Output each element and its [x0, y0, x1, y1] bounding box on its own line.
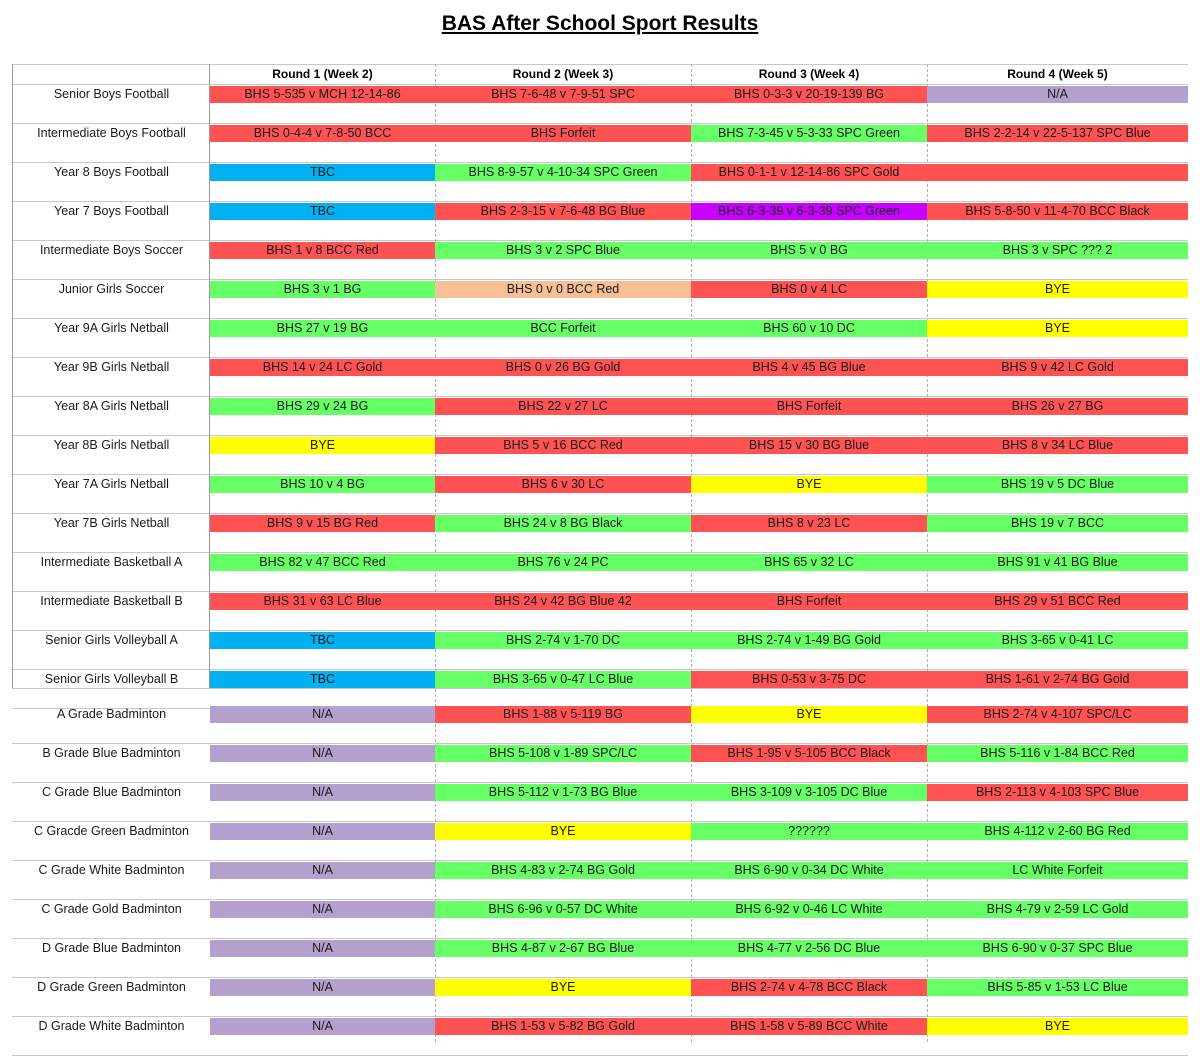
- result-cell: BHS 9 v 42 LC Gold: [927, 359, 1188, 376]
- result-cell: BHS 24 v 8 BG Black: [435, 515, 691, 532]
- result-cell: BHS 22 v 27 LC: [435, 398, 691, 415]
- sport-label: C Grade White Badminton: [38, 863, 185, 877]
- grid-line: [12, 630, 1188, 631]
- result-cell: N/A: [210, 862, 435, 879]
- result-cell: BHS 8 v 34 LC Blue: [927, 437, 1188, 454]
- result-cell: BHS 0 v 26 BG Gold: [435, 359, 691, 376]
- result-cell: BHS 8-9-57 v 4-10-34 SPC Green: [435, 164, 691, 181]
- sport-label: Intermediate Boys Soccer: [39, 243, 184, 257]
- sport-label: Year 7A Girls Netball: [54, 477, 169, 491]
- result-cell: BHS 8 v 23 LC: [691, 515, 927, 532]
- result-cell: BHS 6-92 v 0-46 LC White: [691, 901, 927, 918]
- result-cell: BHS 0 v 0 BCC Red: [435, 281, 691, 298]
- grid-line: [12, 688, 1188, 689]
- result-cell: BHS 5-116 v 1-84 BCC Red: [927, 745, 1188, 762]
- sport-label: Junior Girls Soccer: [58, 282, 165, 296]
- result-cell: BHS 5 v 0 BG: [691, 242, 927, 259]
- result-cell: BHS 6 v 30 LC: [435, 476, 691, 493]
- result-cell: BYE: [691, 706, 927, 723]
- column-header: Round 2 (Week 3): [512, 67, 614, 81]
- sport-label: Senior Girls Volleyball B: [44, 672, 179, 686]
- grid-line: [12, 782, 1188, 783]
- sport-label: C Gracde Green Badminton: [34, 824, 189, 838]
- result-cell: N/A: [210, 901, 435, 918]
- result-cell: N/A: [210, 979, 435, 996]
- sport-label: Year 7B Girls Netball: [53, 516, 170, 530]
- result-cell: TBC: [210, 164, 435, 181]
- grid-line: [12, 162, 1188, 163]
- result-cell: BHS 6-3-39 v 6-3-39 SPC Green: [691, 203, 927, 220]
- result-cell: BHS 3-65 v 0-47 LC Blue: [435, 671, 691, 688]
- result-cell: N/A: [210, 706, 435, 723]
- result-cell: BHS 4-112 v 2-60 BG Red: [927, 823, 1188, 840]
- result-cell: [927, 164, 1188, 181]
- result-cell: BHS 4-87 v 2-67 BG Blue: [435, 940, 691, 957]
- result-cell: BHS 27 v 19 BG: [210, 320, 435, 337]
- result-cell: BHS 0-4-4 v 7-8-50 BCC: [210, 125, 435, 142]
- result-cell: BHS 5 v 16 BCC Red: [435, 437, 691, 454]
- result-cell: BHS 3 v SPC ??? 2: [927, 242, 1188, 259]
- result-cell: BHS 3 v 1 BG: [210, 281, 435, 298]
- result-cell: BYE: [691, 476, 927, 493]
- result-cell: BHS 5-8-50 v 11-4-70 BCC Black: [927, 203, 1188, 220]
- result-cell: N/A: [210, 823, 435, 840]
- sport-label: Year 8A Girls Netball: [54, 399, 169, 413]
- grid-line: [12, 591, 1188, 592]
- result-cell: BHS 2-2-14 v 22-5-137 SPC Blue: [927, 125, 1188, 142]
- grid-line: [12, 977, 1188, 978]
- result-cell: BHS 5-85 v 1-53 LC Blue: [927, 979, 1188, 996]
- result-cell: BHS 1-95 v 5-105 BCC Black: [691, 745, 927, 762]
- sport-label: Intermediate Basketball A: [40, 555, 183, 569]
- result-cell: BHS 26 v 27 BG: [927, 398, 1188, 415]
- sport-label: C Grade Blue Badminton: [42, 785, 181, 799]
- sport-label: B Grade Blue Badminton: [42, 746, 181, 760]
- result-cell: BHS 19 v 7 BCC: [927, 515, 1188, 532]
- grid-line: [12, 123, 1188, 124]
- result-cell: BHS 6-90 v 0-34 DC White: [691, 862, 927, 879]
- result-cell: N/A: [210, 940, 435, 957]
- result-cell: BHS 2-74 v 1-70 DC: [435, 632, 691, 649]
- result-cell: BHS 3-109 v 3-105 DC Blue: [691, 784, 927, 801]
- result-cell: BHS 6-90 v 0-37 SPC Blue: [927, 940, 1188, 957]
- grid-line: [12, 318, 1188, 319]
- grid-line: [12, 513, 1188, 514]
- grid-line: [12, 201, 1188, 202]
- result-cell: BYE: [927, 320, 1188, 337]
- grid-line: [12, 84, 1188, 85]
- grid-line: [12, 357, 1188, 358]
- result-cell: BHS 4 v 45 BG Blue: [691, 359, 927, 376]
- result-cell: BHS 5-112 v 1-73 BG Blue: [435, 784, 691, 801]
- result-cell: BHS 0-1-1 v 12-14-86 SPC Gold: [691, 164, 927, 181]
- result-cell: BHS 9 v 15 BG Red: [210, 515, 435, 532]
- grid-line: [12, 938, 1188, 939]
- result-cell: TBC: [210, 671, 435, 688]
- result-cell: BHS 7-6-48 v 7-9-51 SPC: [435, 86, 691, 103]
- grid-line: [12, 821, 1188, 822]
- result-cell: BHS 1 v 8 BCC Red: [210, 242, 435, 259]
- sport-label: D Grade Green Badminton: [37, 980, 186, 994]
- grid-line: [12, 64, 1188, 65]
- grid-line: [12, 743, 1188, 744]
- result-cell: BHS 91 v 41 BG Blue: [927, 554, 1188, 571]
- result-cell: BHS 0 v 4 LC: [691, 281, 927, 298]
- grid-line: [12, 435, 1188, 436]
- result-cell: N/A: [210, 1018, 435, 1035]
- sport-label: D Grade Blue Badminton: [42, 941, 181, 955]
- column-header: Round 3 (Week 4): [758, 67, 860, 81]
- result-cell: BHS 2-74 v 4-78 BCC Black: [691, 979, 927, 996]
- sport-label: Senior Girls Volleyball A: [45, 633, 178, 647]
- result-cell: BHS 60 v 10 DC: [691, 320, 927, 337]
- sport-label: Year 8B Girls Netball: [53, 438, 170, 452]
- column-header: Round 1 (Week 2): [272, 67, 373, 81]
- sport-label: Year 8 Boys Football: [54, 165, 169, 179]
- sport-label: Year 7 Boys Football: [54, 204, 169, 218]
- result-cell: TBC: [210, 632, 435, 649]
- result-cell: BHS 29 v 24 BG: [210, 398, 435, 415]
- result-cell: BHS 4-79 v 2-59 LC Gold: [927, 901, 1188, 918]
- grid-line: [12, 669, 1188, 670]
- grid-line: [12, 64, 13, 688]
- result-cell: BHS 1-58 v 5-89 BCC White: [691, 1018, 927, 1035]
- grid-line: [12, 474, 1188, 475]
- result-cell: N/A: [210, 745, 435, 762]
- result-cell: BHS Forfeit: [691, 593, 927, 610]
- result-cell: BHS 4-83 v 2-74 BG Gold: [435, 862, 691, 879]
- result-cell: LC White Forfeit: [927, 862, 1188, 879]
- sport-label: Year 9B Girls Netball: [53, 360, 170, 374]
- sport-label: Intermediate Boys Football: [37, 126, 186, 140]
- grid-line: [12, 396, 1188, 397]
- result-cell: BHS 65 v 32 LC: [691, 554, 927, 571]
- result-cell: BHS 2-74 v 1-49 BG Gold: [691, 632, 927, 649]
- sport-label: A Grade Badminton: [56, 707, 167, 721]
- sport-label: D Grade White Badminton: [38, 1019, 185, 1033]
- grid-line: [12, 860, 1188, 861]
- result-cell: BHS 82 v 47 BCC Red: [210, 554, 435, 571]
- result-cell: BHS 7-3-45 v 5-3-33 SPC Green: [691, 125, 927, 142]
- result-cell: TBC: [210, 203, 435, 220]
- grid-line: [12, 552, 1188, 553]
- result-cell: BCC Forfeit: [435, 320, 691, 337]
- result-cell: BHS 31 v 63 LC Blue: [210, 593, 435, 610]
- result-cell: BHS 1-53 v 5-82 BG Gold: [435, 1018, 691, 1035]
- result-cell: BHS 10 v 4 BG: [210, 476, 435, 493]
- result-cell: BHS Forfeit: [435, 125, 691, 142]
- result-cell: BYE: [435, 979, 691, 996]
- result-cell: BHS 0-3-3 v 20-19-139 BG: [691, 86, 927, 103]
- result-cell: BHS 3-65 v 0-41 LC: [927, 632, 1188, 649]
- result-cell: BHS 6-96 v 0-57 DC White: [435, 901, 691, 918]
- column-header: Round 4 (Week 5): [1007, 67, 1108, 81]
- result-cell: BYE: [927, 1018, 1188, 1035]
- result-cell: BHS 5-535 v MCH 12-14-86: [210, 86, 435, 103]
- result-cell: BHS 2-3-15 v 7-6-48 BG Blue: [435, 203, 691, 220]
- result-cell: N/A: [927, 86, 1188, 103]
- result-cell: BHS 5-108 v 1-89 SPC/LC: [435, 745, 691, 762]
- result-cell: BHS 1-61 v 2-74 BG Gold: [927, 671, 1188, 688]
- result-cell: BHS Forfeit: [691, 398, 927, 415]
- sport-label: C Grade Gold Badminton: [41, 902, 182, 916]
- result-cell: BHS 19 v 5 DC Blue: [927, 476, 1188, 493]
- result-cell: BHS 2-113 v 4-103 SPC Blue: [927, 784, 1188, 801]
- grid-line: [12, 279, 1188, 280]
- result-cell: BHS 1-88 v 5-119 BG: [435, 706, 691, 723]
- result-cell: BHS 24 v 42 BG Blue 42: [435, 593, 691, 610]
- grid-line: [12, 1016, 1188, 1017]
- result-cell: BYE: [210, 437, 435, 454]
- result-cell: BYE: [927, 281, 1188, 298]
- result-cell: BHS 3 v 2 SPC Blue: [435, 242, 691, 259]
- sport-label: Intermediate Basketball B: [40, 594, 183, 608]
- result-cell: BHS 76 v 24 PC: [435, 554, 691, 571]
- sport-label: Year 9A Girls Netball: [54, 321, 169, 335]
- result-cell: BYE: [435, 823, 691, 840]
- result-cell: BHS 14 v 24 LC Gold: [210, 359, 435, 376]
- page-title: BAS After School Sport Results: [441, 12, 759, 35]
- grid-line: [12, 240, 1188, 241]
- result-cell: ??????: [691, 823, 927, 840]
- result-cell: BHS 2-74 v 4-107 SPC/LC: [927, 706, 1188, 723]
- result-cell: BHS 15 v 30 BG Blue: [691, 437, 927, 454]
- result-cell: BHS 4-77 v 2-56 DC Blue: [691, 940, 927, 957]
- result-cell: BHS 0-53 v 3-75 DC: [691, 671, 927, 688]
- grid-line: [12, 899, 1188, 900]
- result-cell: N/A: [210, 784, 435, 801]
- result-cell: BHS 29 v 51 BCC Red: [927, 593, 1188, 610]
- sport-label: Senior Boys Football: [53, 87, 170, 101]
